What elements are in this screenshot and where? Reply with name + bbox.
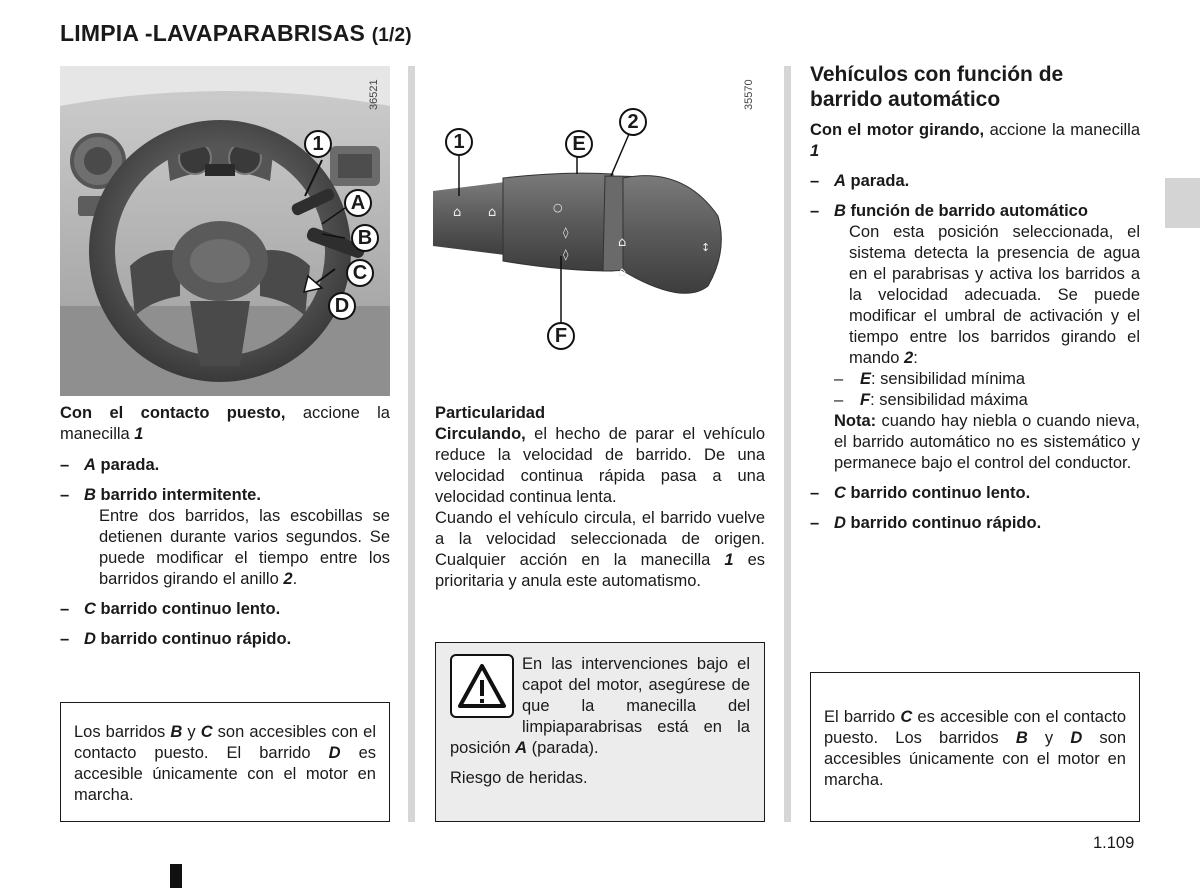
chapter-tab [1165, 178, 1200, 228]
callout-1: 1 [304, 130, 332, 158]
warning-text: En las intervenciones bajo el capot del motor, asegúrese de que la manecilla del limpiaparabrisas está en la posición A (parada). [450, 655, 750, 757]
wiper-stalk-illustration [433, 66, 765, 366]
column-2 [435, 403, 765, 592]
page-title: LIMPIA -LAVAPARABRISAS (1/2) [60, 20, 412, 46]
column-divider [784, 66, 791, 822]
figure-steering-wheel [60, 66, 390, 396]
callout-a: A [344, 189, 372, 217]
callout-b: B [351, 224, 379, 252]
section-heading: Vehículos con función de barrido automático [810, 63, 1064, 111]
warning-box [435, 642, 765, 822]
list-item-c: – C barrido continuo lento. [60, 600, 281, 618]
column-1 [60, 403, 390, 650]
svg-text:⌂: ⌂ [453, 205, 462, 220]
callout-2: 2 [619, 108, 647, 136]
page-number: 1.109 [1093, 834, 1135, 852]
info-box-left: Los barridos B y C son accesibles con el contacto puesto. El barrido D es accesible únicamente con el motor en marcha. [60, 702, 390, 822]
list-item-d: – D barrido continuo rápido. [60, 630, 292, 648]
figure-wiper-stalk [433, 66, 765, 366]
list-item-d: – D barrido continuo rápido. [810, 514, 1042, 532]
section-heading: Particularidad [435, 404, 546, 422]
callout-1: 1 [445, 128, 473, 156]
callout-d: D [328, 292, 356, 320]
sub-item-e: – E: sensibilidad mínima [834, 370, 1026, 388]
title-part: (1/2) [371, 25, 412, 46]
callout-f: F [547, 322, 575, 350]
svg-text:↕: ↕ [701, 241, 711, 254]
col3-intro: Con el motor girando, accione la manecilla 1 [810, 121, 1140, 160]
list-item-c: – C barrido continuo lento. [810, 484, 1031, 502]
svg-text:○: ○ [553, 201, 563, 214]
svg-text:⌂: ⌂ [618, 265, 627, 280]
list-item-b-description: Entre dos barridos, las escobillas se detienen durante varios segundos. Se puede modificar el tiempo entre los barridos girando el anillo 2. [99, 507, 390, 588]
col2-paragraph-2: Cuando el vehículo circula, el barrido vuelve a la velocidad seleccionada de origen. Cualquier acción en la manecilla 1 es prioritaria y anula este automatismo. [435, 509, 766, 590]
list-item-b: – B función de barrido automático [810, 202, 1088, 220]
col2-paragraph-1: Circulando, el hecho de parar el vehículo reduce la velocidad de barrido. De una velocidad continua rápida pasa a una velocidad continua lenta. [435, 425, 765, 506]
crop-mark [170, 864, 182, 888]
list-item-a: – A parada. [810, 172, 910, 190]
svg-text:⌂: ⌂ [618, 235, 627, 250]
col1-intro: Con el contacto puesto, accione la manecilla 1 [60, 404, 390, 443]
svg-text:⌂: ⌂ [488, 205, 497, 220]
list-item-a: – A parada. [60, 456, 160, 474]
callout-e: E [565, 130, 593, 158]
callout-c: C [346, 259, 374, 287]
sub-item-f: – F: sensibilidad máxima [834, 391, 1028, 409]
info-box-right: El barrido C es accesible con el contacto puesto. Los barridos B y D son accesibles únicamente con el motor en marcha. [810, 672, 1140, 822]
svg-text:◊: ◊ [563, 248, 569, 261]
note: Nota: cuando hay niebla o cuando nieva, el barrido automático no es sistemático y permanece bajo el control del conductor. [834, 412, 1140, 472]
svg-text:◊: ◊ [563, 226, 569, 239]
figure-code: 35570 [743, 79, 755, 110]
steering-wheel-illustration [60, 66, 390, 396]
figure-code: 36521 [368, 79, 380, 110]
warning-risk: Riesgo de heridas. [450, 769, 588, 787]
column-divider [408, 66, 415, 822]
warning-triangle-icon [450, 654, 514, 718]
list-item-b: – B barrido intermitente. [60, 486, 261, 504]
list-item-b-detail: Con esta posición seleccionada, el sistema detecta la presencia de agua en el parabrisas y activa los barridos a la velocidad adecuada. Se puede modificar el umbral de activación y el tiempo entre los barridos girando el mando 2: – E: sensibilidad mínima – F: sensibilidad máxima Nota: cuando hay niebla o cuando nieva, el barrido automático no es sistemático y permanece bajo el control del conductor. [834, 223, 1140, 472]
column-3 [810, 62, 1140, 534]
